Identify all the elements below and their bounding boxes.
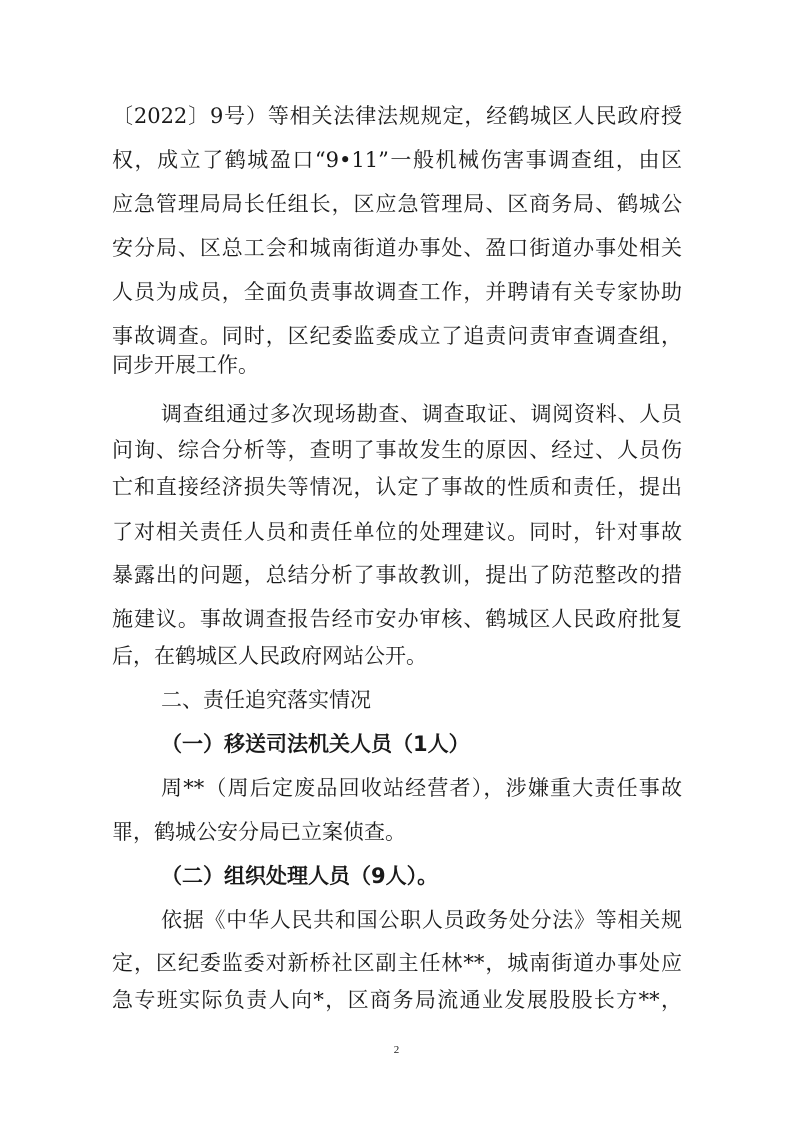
page-number: 2 bbox=[393, 1044, 400, 1056]
paragraph-4-line-3: 急专班实际负责人向*，区商务局流通业发展股股长方**， bbox=[112, 988, 682, 1012]
paragraph-1-line-4: 安分局、区总工会和城南街道办事处、盈口街道办事处相关 bbox=[112, 236, 682, 260]
paragraph-2-line-6: 施建议。事故调查报告经市安办审核、鹤城区人民政府批复 bbox=[112, 607, 682, 631]
paragraph-1-line-1: 〔2022〕9号）等相关法律法规规定，经鹤城区人民政府授 bbox=[112, 104, 682, 128]
section-2-heading: 二、责任追究落实情况 bbox=[161, 688, 371, 712]
subsection-1-heading: （一）移送司法机关人员（1人） bbox=[161, 732, 470, 756]
paragraph-1-line-2: 权，成立了鹤城盈口“9•11”一般机械伤害事调查组，由区 bbox=[112, 148, 682, 172]
paragraph-2-line-1: 调查组通过多次现场勘查、调查取证、调阅资料、人员 bbox=[161, 402, 682, 426]
paragraph-2-line-4: 了对相关责任人员和责任单位的处理建议。同时，针对事故 bbox=[112, 520, 682, 544]
paragraph-2-line-2: 问询、综合分析等，查明了事故发生的原因、经过、人员伤 bbox=[112, 438, 682, 462]
paragraph-1-line-7: 同步开展工作。 bbox=[112, 353, 259, 377]
subsection-2-heading: （二）组织处理人员（9人）。 bbox=[161, 864, 439, 888]
paragraph-2-line-7: 后，在鹤城区人民政府网站公开。 bbox=[112, 644, 427, 668]
paragraph-1-line-6: 事故调查。同时，区纪委监委成立了追责问责审查调查组， bbox=[112, 324, 682, 348]
paragraph-4-line-1: 依据《中华人民共和国公职人员政务处分法》等相关规 bbox=[161, 908, 682, 932]
paragraph-3-line-1: 周**（周后定废品回收站经营者），涉嫌重大责任事故 bbox=[161, 776, 682, 800]
paragraph-2-line-3: 亡和直接经济损失等情况，认定了事故的性质和责任，提出 bbox=[112, 475, 682, 499]
paragraph-2-line-5: 暴露出的问题，总结分析了事故教训，提出了防范整改的措 bbox=[112, 563, 682, 587]
paragraph-4-line-2: 定，区纪委监委对新桥社区副主任林**，城南街道办事处应 bbox=[112, 951, 682, 975]
paragraph-1-line-3: 应急管理局局长任组长，区应急管理局、区商务局、鹤城公 bbox=[112, 192, 682, 216]
paragraph-1-line-5: 人员为成员，全面负责事故调查工作，并聘请有关专家协助 bbox=[112, 280, 682, 304]
paragraph-3-line-2: 罪，鹤城公安分局已立案侦查。 bbox=[112, 820, 406, 844]
